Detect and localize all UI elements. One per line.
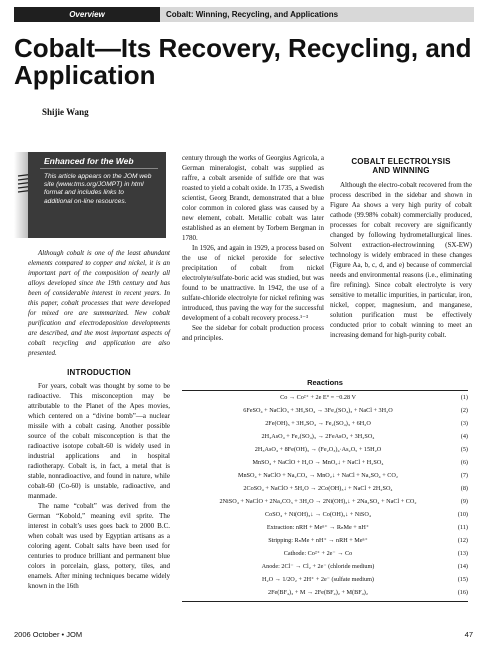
reaction-row	[182, 495, 468, 508]
reaction-row	[182, 482, 468, 495]
reaction-row	[182, 586, 468, 599]
right-paragraph-1: Although the electro-cobalt recovered from the process described in the sidebar and shown in Figure Aa shows a very high purity of cobalt cathode (99.98% cobalt) commercially produced, processes for cobalt recovery are significantly changed by following hydrometallurgical lines. Solvent extraction-electrowinning (SX-EW) technology is widely embraced in these changes (Figure Aa, b, c, d, and e) because of commercial needs and environmental reasons (i.e., eliminating fire refining). Since cobalt electrolyte is very sensitive to metallic impurities, in particular, iron, nickel, copper, magnesium, and manganese, solution purification must be effectively conducted prior to cobalt winning to meet an increasing demand for high-purity cobalt.	[330, 181, 472, 339]
reaction-equation: 6FeSO₄ + NaClO₃ + 3H₂SO₄ → 3Fe₂(SO₄)₃ + NaCl + 3H₂O	[243, 407, 393, 414]
reaction-number: (2)	[460, 407, 468, 414]
web-box-divider	[40, 168, 158, 169]
middle-paragraph-2: In 1926, and again in 1929, a process based on the use of nickel peroxide for selective precipitation of cobalt from nickel electrolyte/sulfate-boric acid was studied, but was found to be unattractive. In 1942, the use of a sulfate-chloride electrolyte for nickel refining was introduced, thus paving the way for the successful development of a cobalt recovery process.¹⁻³	[182, 244, 324, 322]
reaction-row	[182, 521, 468, 534]
abstract	[28, 248, 170, 358]
reaction-equation: 2NiSO₄ + NaClO + 2Na₂CO₃ + 3H₂O → 2Ni(OH)₃↓ + 2Na₂SO₄ + NaCl + CO₂	[219, 498, 417, 505]
reaction-number: (15)	[457, 576, 468, 583]
intro-paragraph-1: For years, cobalt was thought by some to be radioactive. This misconception may be attributable to the Planet of the Apes movies, which centered on a “divine bomb”—a nuclear missile with a cobalt casing. Another possible source of the cobalt misconception is that the radioactive isotope cobalt-60 is widely used in industrial applications and in hospital radiotherapy. Cobalt is, in fact, a metal that is stable, nonradioactive, and found in nature, while cobalt-60 (Co-60) is unstable, radioactive, and manmade.	[28, 382, 170, 500]
article-title: Cobalt—Its Recovery, Recycling, and Application	[14, 33, 472, 90]
reaction-number: (13)	[457, 550, 468, 557]
introduction-column	[28, 368, 170, 591]
web-box-panel	[28, 152, 166, 238]
abstract-text: Although cobalt is one of the least abundant elements compared to copper and nickel, it is an important part of the composition of nearly all alloys developed since the 19th century and has been of considerable interest in recent years. In this paper, cobalt processes that were developed for mixed ore are summarized. New cobalt purification and electrodeposition developments are described, and the most important aspects of cobalt recycling and application are also presented.	[28, 249, 170, 357]
reaction-row	[182, 469, 468, 482]
reaction-row	[182, 534, 468, 547]
reaction-equation: CoSO₄ + Ni(OH)₃↓ → Co(OH)₃↓ + NiSO₄	[264, 511, 371, 518]
introduction-heading: INTRODUCTION	[67, 368, 131, 377]
section-label: Overview	[14, 7, 160, 22]
reaction-equation: 2H₃AsO₄ + 8Fe(OH)₃ → (Fe₂O₃)₄·As₂O₅ + 15H₂O	[254, 446, 382, 453]
reaction-number: (10)	[457, 511, 468, 518]
reaction-number: (11)	[457, 524, 468, 531]
electrolysis-heading: COBALT ELECTROLYSIS AND WINNING	[351, 157, 451, 175]
web-box-text: This article appears on the JOM web site (www.tms.org/JOMPT) in html format and includes links to additional on-line resources.	[44, 173, 152, 205]
author-name: Shijie Wang	[42, 107, 89, 117]
web-box-title: Enhanced for the Web	[44, 156, 134, 166]
reactions-title: Reactions	[182, 378, 468, 391]
footer-page-number: 47	[464, 630, 473, 639]
reaction-number: (3)	[460, 420, 468, 427]
reaction-equation: Extraction: nRH + Meⁿ⁺ → RₙMe + nH⁺	[266, 524, 370, 531]
middle-paragraph-3: See the sidebar for cobalt production process and principles.	[182, 324, 324, 342]
web-sidebar-box[interactable]	[14, 152, 166, 238]
reaction-equation: MnSO₄ + NaClO + Na₂CO₃ → MnO₂↓ + NaCl + Na₂SO₄ + CO₂	[237, 472, 399, 479]
reaction-number: (1)	[460, 394, 468, 401]
reaction-number: (7)	[460, 472, 468, 479]
reaction-equation: 2Fe(OH)₃ + 3H₂SO₄ → Fe₂(SO₄)₃ + 6H₂O	[265, 420, 371, 427]
reactions-rows	[182, 391, 468, 599]
running-header	[14, 7, 474, 22]
middle-paragraph-1: century through the works of Georgius Agricola, a German mineralogist, cobalt was supplied as raffre, a cobalt arsenide of sulfide ore that was roasted to yield a cobalt oxide. In 1735, a Swedish scientist, Georg Brandt, demonstrated that a blue color common in colored glass was caused by a new element, cobalt. Metallic cobalt was later established as an element by Torbern Bergman in 1780.	[182, 154, 324, 242]
right-column	[330, 157, 472, 340]
reaction-equation: 2Fe(BF₄)₃ + M → 2Fe(BF₄)₂ + M(BF₄)₂	[267, 589, 369, 596]
reaction-row	[182, 443, 468, 456]
reaction-number: (8)	[460, 485, 468, 492]
reaction-row	[182, 560, 468, 573]
reaction-row	[182, 547, 468, 560]
reaction-number: (6)	[460, 459, 468, 466]
reaction-number: (12)	[457, 537, 468, 544]
reaction-number: (5)	[460, 446, 468, 453]
reaction-row	[182, 430, 468, 443]
footer-journal: 2006 October • JOM	[14, 630, 83, 639]
reaction-row	[182, 417, 468, 430]
running-title: Cobalt: Winning, Recycling, and Applications	[160, 7, 474, 22]
reaction-equation: 2CoSO₄ + NaClO + 5H₂O → 2Co(OH)₃↓ + NaCl + 2H₂SO₄	[243, 485, 393, 492]
reaction-number: (9)	[460, 498, 468, 505]
middle-column	[182, 153, 324, 343]
reaction-number: (4)	[460, 433, 468, 440]
reaction-equation: Anode: 2Cl⁻ → Cl₂ + 2e⁻ (chloride medium)	[261, 563, 375, 570]
reaction-equation: Stripping: RₙMe + nH⁺ → nRH + Meⁿ⁺	[268, 537, 368, 544]
reaction-equation: H₂O → 1/2O₂ + 2H⁺ + 2e⁻ (sulfate medium)	[262, 576, 374, 583]
reaction-number: (14)	[457, 563, 468, 570]
reaction-equation: Cathode: Co²⁺ + 2e⁻ → Co	[283, 550, 353, 557]
reaction-row	[182, 391, 468, 404]
reaction-number: (16)	[457, 589, 468, 596]
reaction-row	[182, 508, 468, 521]
reactions-bottom-rule	[182, 601, 468, 602]
reaction-equation: 2H₃AsO₄ + Fe₂(SO₄)₃ → 2FeAsO₄ + 3H₂SO₄	[261, 433, 375, 440]
reactions-table	[182, 378, 468, 614]
reaction-row	[182, 456, 468, 469]
reaction-equation: MnSO₄ + NaClO + H₂O → MnO₂↓ + NaCl + H₂SO₄	[252, 459, 384, 466]
reaction-row	[182, 404, 468, 417]
intro-paragraph-2: The name “cobalt” was derived from the German “Kobold,” meaning evil sprite. The interest in cobalt’s uses goes back to 2000 B.C. when cobalt was used by Egyptian artisans as a coloring agent. Cobalt salts have been used for centuries to produce brilliant and permanent blue colors in porcelain, glass, pottery, tiles, and enamels. After mining techniques became widely known in the 16th	[28, 502, 170, 590]
reaction-row	[182, 573, 468, 586]
reaction-equation: Co → Co²⁺ + 2e E° = −0.28 V	[280, 394, 356, 401]
